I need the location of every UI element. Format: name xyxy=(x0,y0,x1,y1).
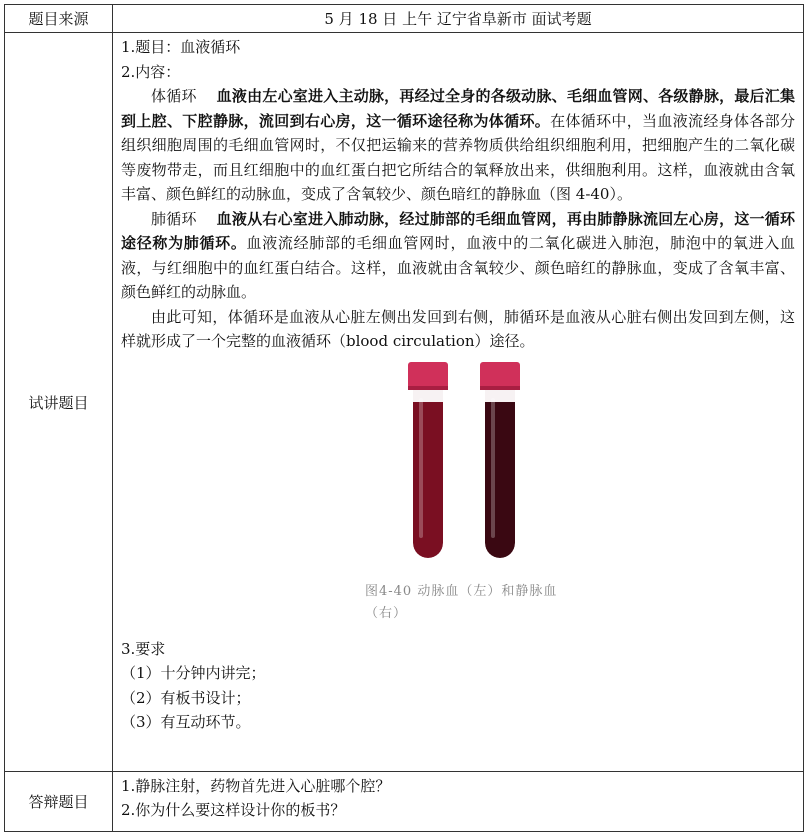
defense-label: 答辩题目 xyxy=(5,772,113,832)
topic-line: 1.题目：血液循环 xyxy=(121,38,241,56)
content-heading: 2.内容： xyxy=(121,62,181,81)
lecture-label: 试讲题目 xyxy=(5,33,113,772)
exam-sheet xyxy=(4,4,803,835)
defense-content xyxy=(113,772,804,832)
defense-row xyxy=(5,772,804,832)
requirement-item: （3）有互动环节。 xyxy=(121,713,251,731)
blood-figure xyxy=(121,362,795,637)
source-label: 题目来源 xyxy=(5,5,113,33)
lecture-content xyxy=(113,33,804,772)
defense-question: 1.静脉注射，药物首先进入心脏哪个腔？ xyxy=(121,777,391,795)
lecture-row xyxy=(5,33,804,772)
requirement-item: （1）十分钟内讲完； xyxy=(121,664,266,682)
figure-caption: 图4-40 动脉血（左）和静脉血（右） xyxy=(365,583,558,621)
pulmonary-paragraph xyxy=(121,207,795,305)
systemic-lead: 体循环 xyxy=(151,87,197,105)
summary-paragraph: 由此可知，体循环是血液从心脏左侧出发回到右侧，肺循环是血液从心脏右侧出发回到左侧，这样就形成了一个完整的血液循环（blood circulation）途径。 xyxy=(121,307,795,350)
exam-table xyxy=(4,4,804,832)
systemic-body: 在体循环中，当血液流经身体各部分组织细胞周围的毛细血管网时，不仅把运输来的营养物质供给组织细胞利用，把细胞产生的二氧化碳等废物带走，而且红细胞中的血红蛋白把它所结合的氧释放出来，供细胞利用。这样，血液就由含氧丰富、颜色鲜红的动脉血，变成了含氧较少、颜色暗红的静脉血（图 4-40）。 xyxy=(121,111,795,203)
defense-question: 2.你为什么要这样设计你的板书？ xyxy=(121,801,346,819)
arterial-blood-tube xyxy=(408,362,448,558)
header-row xyxy=(5,5,804,33)
source-title: 5 月 18 日 上午 辽宁省阜新市 面试考题 xyxy=(113,5,804,33)
venous-blood-tube xyxy=(480,362,520,558)
pulmonary-body: 血液流经肺部的毛细血管网时，血液中的二氧化碳进入肺泡，肺泡中的氧进入血液，与红细胞中的血红蛋白结合。这样，血液就由含氧较少、颜色暗红的静脉血，变成了含氧丰富、颜色鲜红的动脉血。 xyxy=(121,234,795,301)
requirements-heading: 3.要求 xyxy=(121,639,166,658)
systemic-paragraph xyxy=(121,84,795,207)
systemic-definition: 血液由左心室进入主动脉，再经过全身的各级动脉、毛细血管网、各级静脉，最后汇集到上腔、下腔静脉，流回到右心房，这一循环途径称为体循环。 xyxy=(121,87,795,130)
pulmonary-lead: 肺循环 xyxy=(151,209,197,228)
requirement-item: （2）有板书设计； xyxy=(121,688,251,707)
pulmonary-definition: 血液从右心室进入肺动脉，经过肺部的毛细血管网，再由肺静脉流回左心房，这一循环途径称为肺循环。 xyxy=(121,209,795,252)
